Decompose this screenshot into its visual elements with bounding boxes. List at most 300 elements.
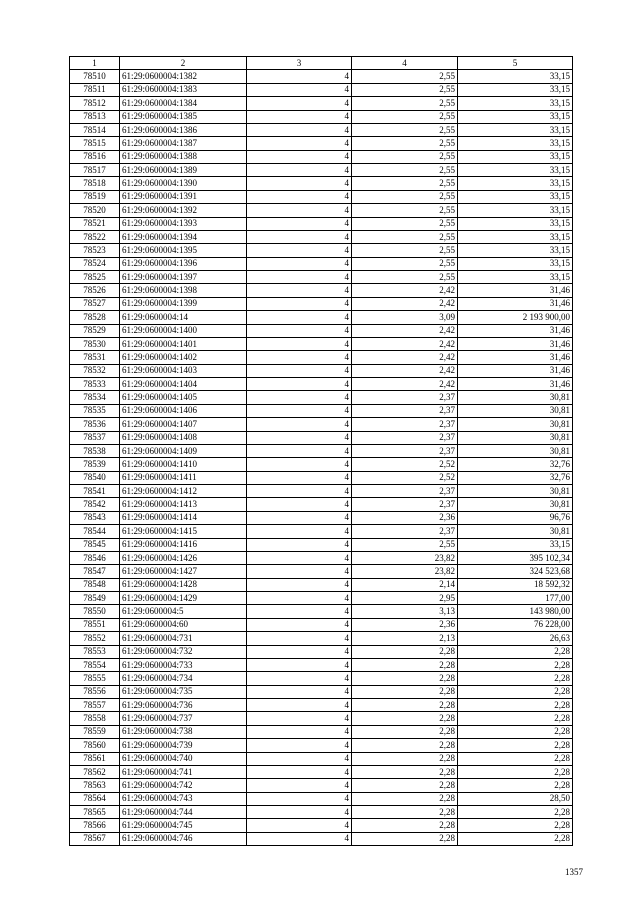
rate-cell: 2,28 bbox=[352, 779, 458, 792]
value-cell: 26,63 bbox=[458, 632, 573, 645]
value-cell: 18 592,32 bbox=[458, 578, 573, 591]
table-row bbox=[70, 378, 573, 391]
value-cell: 31,46 bbox=[458, 337, 573, 350]
row-number-cell: 78538 bbox=[70, 444, 120, 457]
table-row bbox=[70, 819, 573, 832]
cadastral-number-cell: 61:29:0600004:1395 bbox=[120, 244, 247, 257]
table-row bbox=[70, 832, 573, 845]
cadastral-number-cell: 61:29:0600004:743 bbox=[120, 792, 247, 805]
rate-cell: 2,28 bbox=[352, 832, 458, 845]
rate-cell: 2,55 bbox=[352, 164, 458, 177]
rate-cell: 2,28 bbox=[352, 685, 458, 698]
row-number-cell: 78561 bbox=[70, 752, 120, 765]
table-row bbox=[70, 418, 573, 431]
table-row bbox=[70, 137, 573, 150]
rate-cell: 2,55 bbox=[352, 230, 458, 243]
row-number-cell: 78523 bbox=[70, 244, 120, 257]
value-cell: 31,46 bbox=[458, 364, 573, 377]
rate-cell: 2,37 bbox=[352, 498, 458, 511]
rate-cell: 2,13 bbox=[352, 632, 458, 645]
row-number-cell: 78519 bbox=[70, 190, 120, 203]
rate-cell: 2,37 bbox=[352, 391, 458, 404]
table-row bbox=[70, 297, 573, 310]
rate-cell: 2,28 bbox=[352, 725, 458, 738]
cadastral-number-cell: 61:29:0600004:746 bbox=[120, 832, 247, 845]
table-row bbox=[70, 752, 573, 765]
value-cell: 33,15 bbox=[458, 271, 573, 284]
row-number-cell: 78540 bbox=[70, 471, 120, 484]
category-cell: 4 bbox=[247, 739, 352, 752]
rate-cell: 2,28 bbox=[352, 645, 458, 658]
column-header-5: 5 bbox=[458, 57, 573, 70]
category-cell: 4 bbox=[247, 83, 352, 96]
rate-cell: 2,55 bbox=[352, 204, 458, 217]
cadastral-number-cell: 61:29:0600004:1405 bbox=[120, 391, 247, 404]
value-cell: 76 228,00 bbox=[458, 618, 573, 631]
rate-cell: 2,28 bbox=[352, 712, 458, 725]
cadastral-number-cell: 61:29:0600004:1408 bbox=[120, 431, 247, 444]
category-cell: 4 bbox=[247, 297, 352, 310]
category-cell: 4 bbox=[247, 458, 352, 471]
category-cell: 4 bbox=[247, 832, 352, 845]
category-cell: 4 bbox=[247, 551, 352, 564]
cadastral-number-cell: 61:29:0600004:1428 bbox=[120, 578, 247, 591]
rate-cell: 2,28 bbox=[352, 792, 458, 805]
table-row bbox=[70, 685, 573, 698]
row-number-cell: 78531 bbox=[70, 351, 120, 364]
rate-cell: 2,55 bbox=[352, 538, 458, 551]
table-row bbox=[70, 337, 573, 350]
cadastral-number-cell: 61:29:0600004:1390 bbox=[120, 177, 247, 190]
cadastral-number-cell: 61:29:0600004:60 bbox=[120, 618, 247, 631]
rate-cell: 2,55 bbox=[352, 110, 458, 123]
value-cell: 33,15 bbox=[458, 97, 573, 110]
table-row bbox=[70, 123, 573, 136]
data-table bbox=[69, 56, 573, 846]
category-cell: 4 bbox=[247, 699, 352, 712]
cadastral-number-cell: 61:29:0600004:1387 bbox=[120, 137, 247, 150]
rate-cell: 2,37 bbox=[352, 485, 458, 498]
value-cell: 2,28 bbox=[458, 832, 573, 845]
row-number-cell: 78518 bbox=[70, 177, 120, 190]
cadastral-number-cell: 61:29:0600004:1412 bbox=[120, 485, 247, 498]
table-row bbox=[70, 632, 573, 645]
cadastral-number-cell: 61:29:0600004:731 bbox=[120, 632, 247, 645]
cadastral-number-cell: 61:29:0600004:1410 bbox=[120, 458, 247, 471]
row-number-cell: 78554 bbox=[70, 658, 120, 671]
rate-cell: 2,28 bbox=[352, 765, 458, 778]
cadastral-number-cell: 61:29:0600004:1404 bbox=[120, 378, 247, 391]
value-cell: 30,81 bbox=[458, 418, 573, 431]
category-cell: 4 bbox=[247, 217, 352, 230]
category-cell: 4 bbox=[247, 752, 352, 765]
cadastral-number-cell: 61:29:0600004:739 bbox=[120, 739, 247, 752]
cadastral-number-cell: 61:29:0600004:734 bbox=[120, 672, 247, 685]
category-cell: 4 bbox=[247, 337, 352, 350]
row-number-cell: 78548 bbox=[70, 578, 120, 591]
value-cell: 31,46 bbox=[458, 351, 573, 364]
value-cell: 30,81 bbox=[458, 444, 573, 457]
row-number-cell: 78549 bbox=[70, 592, 120, 605]
cadastral-number-cell: 61:29:0600004:732 bbox=[120, 645, 247, 658]
category-cell: 4 bbox=[247, 712, 352, 725]
rate-cell: 2,28 bbox=[352, 739, 458, 752]
cadastral-number-cell: 61:29:0600004:1385 bbox=[120, 110, 247, 123]
cadastral-number-cell: 61:29:0600004:1429 bbox=[120, 592, 247, 605]
cadastral-number-cell: 61:29:0600004:5 bbox=[120, 605, 247, 618]
table-row bbox=[70, 592, 573, 605]
row-number-cell: 78566 bbox=[70, 819, 120, 832]
value-cell: 31,46 bbox=[458, 297, 573, 310]
value-cell: 395 102,34 bbox=[458, 551, 573, 564]
rate-cell: 2,42 bbox=[352, 378, 458, 391]
rate-cell: 2,28 bbox=[352, 658, 458, 671]
cadastral-number-cell: 61:29:0600004:1396 bbox=[120, 257, 247, 270]
row-number-cell: 78515 bbox=[70, 137, 120, 150]
category-cell: 4 bbox=[247, 578, 352, 591]
row-number-cell: 78534 bbox=[70, 391, 120, 404]
table-row bbox=[70, 351, 573, 364]
cadastral-number-cell: 61:29:0600004:1384 bbox=[120, 97, 247, 110]
table-row bbox=[70, 618, 573, 631]
rate-cell: 2,37 bbox=[352, 444, 458, 457]
category-cell: 4 bbox=[247, 351, 352, 364]
cadastral-number-cell: 61:29:0600004:1382 bbox=[120, 70, 247, 83]
table-row bbox=[70, 538, 573, 551]
table-row bbox=[70, 444, 573, 457]
cadastral-number-cell: 61:29:0600004:1399 bbox=[120, 297, 247, 310]
rate-cell: 2,37 bbox=[352, 418, 458, 431]
value-cell: 2,28 bbox=[458, 699, 573, 712]
table-row bbox=[70, 244, 573, 257]
row-number-cell: 78567 bbox=[70, 832, 120, 845]
category-cell: 4 bbox=[247, 538, 352, 551]
cadastral-number-cell: 61:29:0600004:1427 bbox=[120, 565, 247, 578]
table-body bbox=[70, 70, 573, 846]
table-row bbox=[70, 70, 573, 83]
value-cell: 2,28 bbox=[458, 712, 573, 725]
rate-cell: 2,55 bbox=[352, 177, 458, 190]
cadastral-number-cell: 61:29:0600004:1391 bbox=[120, 190, 247, 203]
table-row bbox=[70, 485, 573, 498]
table-row bbox=[70, 431, 573, 444]
value-cell: 177,00 bbox=[458, 592, 573, 605]
value-cell: 33,15 bbox=[458, 257, 573, 270]
rate-cell: 23,82 bbox=[352, 565, 458, 578]
category-cell: 4 bbox=[247, 204, 352, 217]
table-row bbox=[70, 190, 573, 203]
table-row bbox=[70, 177, 573, 190]
value-cell: 96,76 bbox=[458, 511, 573, 524]
category-cell: 4 bbox=[247, 324, 352, 337]
value-cell: 33,15 bbox=[458, 83, 573, 96]
cadastral-number-cell: 61:29:0600004:744 bbox=[120, 806, 247, 819]
table-row bbox=[70, 605, 573, 618]
category-cell: 4 bbox=[247, 284, 352, 297]
row-number-cell: 78517 bbox=[70, 164, 120, 177]
row-number-cell: 78513 bbox=[70, 110, 120, 123]
category-cell: 4 bbox=[247, 525, 352, 538]
cadastral-number-cell: 61:29:0600004:1411 bbox=[120, 471, 247, 484]
rate-cell: 2,55 bbox=[352, 97, 458, 110]
rate-cell: 2,28 bbox=[352, 672, 458, 685]
category-cell: 4 bbox=[247, 230, 352, 243]
value-cell: 33,15 bbox=[458, 244, 573, 257]
rate-cell: 2,28 bbox=[352, 699, 458, 712]
rate-cell: 2,52 bbox=[352, 471, 458, 484]
table-row bbox=[70, 645, 573, 658]
table-row bbox=[70, 498, 573, 511]
row-number-cell: 78545 bbox=[70, 538, 120, 551]
cadastral-number-cell: 61:29:0600004:1403 bbox=[120, 364, 247, 377]
category-cell: 4 bbox=[247, 271, 352, 284]
category-cell: 4 bbox=[247, 244, 352, 257]
category-cell: 4 bbox=[247, 431, 352, 444]
cadastral-number-cell: 61:29:0600004:1416 bbox=[120, 538, 247, 551]
table-row bbox=[70, 150, 573, 163]
category-cell: 4 bbox=[247, 485, 352, 498]
category-cell: 4 bbox=[247, 404, 352, 417]
row-number-cell: 78557 bbox=[70, 699, 120, 712]
row-number-cell: 78535 bbox=[70, 404, 120, 417]
rate-cell: 2,52 bbox=[352, 458, 458, 471]
column-header-4: 4 bbox=[352, 57, 458, 70]
value-cell: 33,15 bbox=[458, 230, 573, 243]
table-row bbox=[70, 699, 573, 712]
value-cell: 32,76 bbox=[458, 458, 573, 471]
cadastral-number-cell: 61:29:0600004:1394 bbox=[120, 230, 247, 243]
table-row bbox=[70, 257, 573, 270]
table-row bbox=[70, 765, 573, 778]
cadastral-number-cell: 61:29:0600004:1414 bbox=[120, 511, 247, 524]
rate-cell: 2,95 bbox=[352, 592, 458, 605]
value-cell: 2,28 bbox=[458, 645, 573, 658]
cadastral-number-cell: 61:29:0600004:740 bbox=[120, 752, 247, 765]
row-number-cell: 78552 bbox=[70, 632, 120, 645]
row-number-cell: 78555 bbox=[70, 672, 120, 685]
row-number-cell: 78556 bbox=[70, 685, 120, 698]
value-cell: 30,81 bbox=[458, 391, 573, 404]
rate-cell: 23,82 bbox=[352, 551, 458, 564]
row-number-cell: 78520 bbox=[70, 204, 120, 217]
row-number-cell: 78522 bbox=[70, 230, 120, 243]
category-cell: 4 bbox=[247, 725, 352, 738]
table-row bbox=[70, 672, 573, 685]
value-cell: 30,81 bbox=[458, 485, 573, 498]
column-header-2: 2 bbox=[120, 57, 247, 70]
table-row bbox=[70, 404, 573, 417]
rate-cell: 2,28 bbox=[352, 752, 458, 765]
value-cell: 33,15 bbox=[458, 70, 573, 83]
value-cell: 31,46 bbox=[458, 378, 573, 391]
row-number-cell: 78530 bbox=[70, 337, 120, 350]
table-row bbox=[70, 551, 573, 564]
category-cell: 4 bbox=[247, 806, 352, 819]
category-cell: 4 bbox=[247, 70, 352, 83]
row-number-cell: 78562 bbox=[70, 765, 120, 778]
cadastral-number-cell: 61:29:0600004:737 bbox=[120, 712, 247, 725]
value-cell: 32,76 bbox=[458, 471, 573, 484]
value-cell: 33,15 bbox=[458, 177, 573, 190]
row-number-cell: 78551 bbox=[70, 618, 120, 631]
value-cell: 143 980,00 bbox=[458, 605, 573, 618]
category-cell: 4 bbox=[247, 471, 352, 484]
table-row bbox=[70, 725, 573, 738]
category-cell: 4 bbox=[247, 97, 352, 110]
row-number-cell: 78537 bbox=[70, 431, 120, 444]
cadastral-number-cell: 61:29:0600004:742 bbox=[120, 779, 247, 792]
rate-cell: 2,28 bbox=[352, 819, 458, 832]
row-number-cell: 78532 bbox=[70, 364, 120, 377]
rate-cell: 2,55 bbox=[352, 190, 458, 203]
table-row bbox=[70, 658, 573, 671]
category-cell: 4 bbox=[247, 618, 352, 631]
category-cell: 4 bbox=[247, 418, 352, 431]
value-cell: 33,15 bbox=[458, 164, 573, 177]
value-cell: 324 523,68 bbox=[458, 565, 573, 578]
cadastral-number-cell: 61:29:0600004:1389 bbox=[120, 164, 247, 177]
table-row bbox=[70, 525, 573, 538]
row-number-cell: 78527 bbox=[70, 297, 120, 310]
cadastral-number-cell: 61:29:0600004:1386 bbox=[120, 123, 247, 136]
category-cell: 4 bbox=[247, 110, 352, 123]
rate-cell: 2,55 bbox=[352, 271, 458, 284]
row-number-cell: 78543 bbox=[70, 511, 120, 524]
row-number-cell: 78528 bbox=[70, 311, 120, 324]
table-row bbox=[70, 471, 573, 484]
rate-cell: 2,28 bbox=[352, 806, 458, 819]
table-row bbox=[70, 110, 573, 123]
row-number-cell: 78547 bbox=[70, 565, 120, 578]
cadastral-number-cell: 61:29:0600004:1407 bbox=[120, 418, 247, 431]
category-cell: 4 bbox=[247, 190, 352, 203]
rate-cell: 2,42 bbox=[352, 337, 458, 350]
cadastral-number-cell: 61:29:0600004:1397 bbox=[120, 271, 247, 284]
table-row bbox=[70, 164, 573, 177]
category-cell: 4 bbox=[247, 511, 352, 524]
value-cell: 2,28 bbox=[458, 685, 573, 698]
cadastral-number-cell: 61:29:0600004:1415 bbox=[120, 525, 247, 538]
table-row bbox=[70, 806, 573, 819]
value-cell: 33,15 bbox=[458, 217, 573, 230]
value-cell: 30,81 bbox=[458, 431, 573, 444]
row-number-cell: 78553 bbox=[70, 645, 120, 658]
cadastral-number-cell: 61:29:0600004:1402 bbox=[120, 351, 247, 364]
category-cell: 4 bbox=[247, 164, 352, 177]
value-cell: 2,28 bbox=[458, 765, 573, 778]
value-cell: 30,81 bbox=[458, 498, 573, 511]
row-number-cell: 78529 bbox=[70, 324, 120, 337]
category-cell: 4 bbox=[247, 605, 352, 618]
row-number-cell: 78558 bbox=[70, 712, 120, 725]
rate-cell: 3,09 bbox=[352, 311, 458, 324]
cadastral-number-cell: 61:29:0600004:1393 bbox=[120, 217, 247, 230]
table-row bbox=[70, 578, 573, 591]
row-number-cell: 78563 bbox=[70, 779, 120, 792]
value-cell: 33,15 bbox=[458, 110, 573, 123]
row-number-cell: 78539 bbox=[70, 458, 120, 471]
rate-cell: 2,37 bbox=[352, 525, 458, 538]
category-cell: 4 bbox=[247, 765, 352, 778]
rate-cell: 2,55 bbox=[352, 137, 458, 150]
cadastral-number-cell: 61:29:0600004:1398 bbox=[120, 284, 247, 297]
row-number-cell: 78536 bbox=[70, 418, 120, 431]
value-cell: 33,15 bbox=[458, 123, 573, 136]
table-row bbox=[70, 97, 573, 110]
table-row bbox=[70, 83, 573, 96]
rate-cell: 2,55 bbox=[352, 257, 458, 270]
cadastral-number-cell: 61:29:0600004:735 bbox=[120, 685, 247, 698]
cadastral-number-cell: 61:29:0600004:745 bbox=[120, 819, 247, 832]
row-number-cell: 78560 bbox=[70, 739, 120, 752]
value-cell: 2,28 bbox=[458, 806, 573, 819]
value-cell: 28,50 bbox=[458, 792, 573, 805]
category-cell: 4 bbox=[247, 645, 352, 658]
rate-cell: 2,37 bbox=[352, 431, 458, 444]
table-row bbox=[70, 792, 573, 805]
rate-cell: 3,13 bbox=[352, 605, 458, 618]
rate-cell: 2,42 bbox=[352, 324, 458, 337]
category-cell: 4 bbox=[247, 444, 352, 457]
value-cell: 33,15 bbox=[458, 538, 573, 551]
value-cell: 33,15 bbox=[458, 204, 573, 217]
category-cell: 4 bbox=[247, 311, 352, 324]
category-cell: 4 bbox=[247, 792, 352, 805]
row-number-cell: 78511 bbox=[70, 83, 120, 96]
value-cell: 2,28 bbox=[458, 752, 573, 765]
cadastral-number-cell: 61:29:0600004:738 bbox=[120, 725, 247, 738]
rate-cell: 2,37 bbox=[352, 404, 458, 417]
category-cell: 4 bbox=[247, 672, 352, 685]
value-cell: 33,15 bbox=[458, 190, 573, 203]
table-row bbox=[70, 511, 573, 524]
cadastral-number-cell: 61:29:0600004:1413 bbox=[120, 498, 247, 511]
value-cell: 2,28 bbox=[458, 725, 573, 738]
cadastral-number-cell: 61:29:0600004:1392 bbox=[120, 204, 247, 217]
table-row bbox=[70, 284, 573, 297]
table-row bbox=[70, 364, 573, 377]
rate-cell: 2,42 bbox=[352, 297, 458, 310]
row-number-cell: 78514 bbox=[70, 123, 120, 136]
row-number-cell: 78546 bbox=[70, 551, 120, 564]
rate-cell: 2,42 bbox=[352, 364, 458, 377]
category-cell: 4 bbox=[247, 177, 352, 190]
value-cell: 31,46 bbox=[458, 284, 573, 297]
column-header-1: 1 bbox=[70, 57, 120, 70]
row-number-cell: 78550 bbox=[70, 605, 120, 618]
table-row bbox=[70, 712, 573, 725]
category-cell: 4 bbox=[247, 137, 352, 150]
category-cell: 4 bbox=[247, 632, 352, 645]
category-cell: 4 bbox=[247, 592, 352, 605]
rate-cell: 2,36 bbox=[352, 511, 458, 524]
cadastral-number-cell: 61:29:0600004:733 bbox=[120, 658, 247, 671]
cadastral-number-cell: 61:29:0600004:1406 bbox=[120, 404, 247, 417]
row-number-cell: 78526 bbox=[70, 284, 120, 297]
category-cell: 4 bbox=[247, 391, 352, 404]
table-row bbox=[70, 391, 573, 404]
row-number-cell: 78525 bbox=[70, 271, 120, 284]
cadastral-number-cell: 61:29:0600004:1383 bbox=[120, 83, 247, 96]
table-row bbox=[70, 204, 573, 217]
cadastral-number-cell: 61:29:0600004:1400 bbox=[120, 324, 247, 337]
row-number-cell: 78541 bbox=[70, 485, 120, 498]
rate-cell: 2,42 bbox=[352, 284, 458, 297]
page-number: 1357 bbox=[565, 867, 583, 877]
row-number-cell: 78521 bbox=[70, 217, 120, 230]
row-number-cell: 78559 bbox=[70, 725, 120, 738]
table-row bbox=[70, 324, 573, 337]
